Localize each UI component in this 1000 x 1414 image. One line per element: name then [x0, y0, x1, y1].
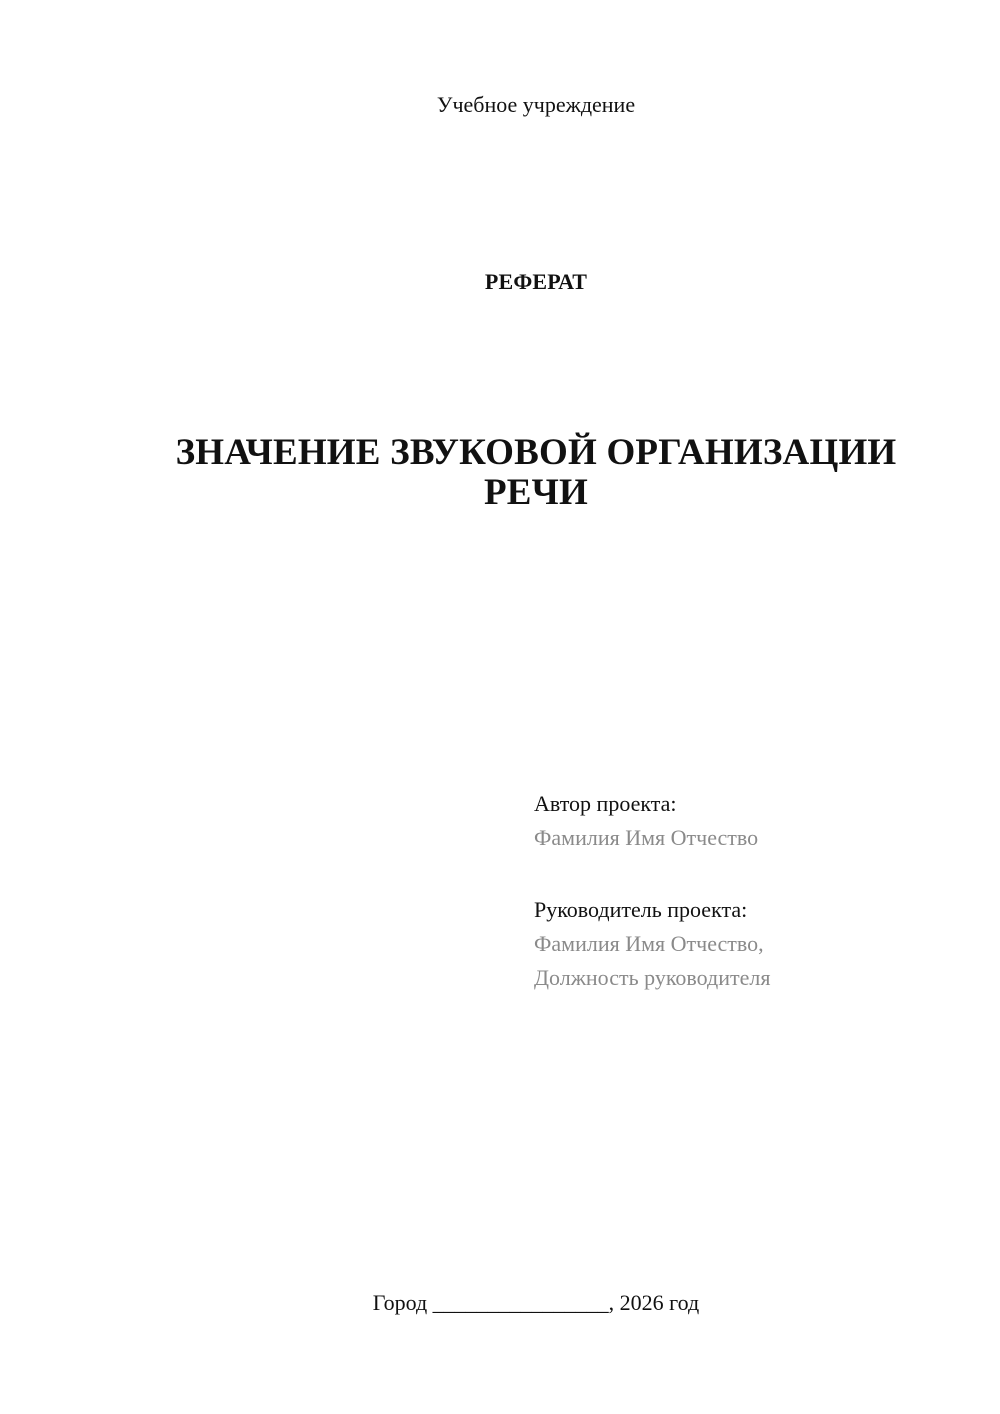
credits-spacer	[534, 855, 974, 893]
author-name: Фамилия Имя Отчество	[534, 825, 759, 850]
document-title	[120, 433, 952, 513]
title-line-2: РЕЧИ	[483, 472, 588, 513]
institution-name: Учебное учреждение	[436, 92, 636, 117]
title-line-1: ЗНАЧЕНИЕ ЗВУКОВОЙ ОРГАНИЗАЦИИ	[175, 432, 897, 473]
supervisor-name: Фамилия Имя Отчество,	[534, 931, 764, 956]
supervisor-label: Руководитель проекта:	[534, 897, 748, 922]
author-label: Автор проекта:	[534, 791, 677, 816]
document-type: РЕФЕРАТ	[484, 269, 588, 294]
supervisor-position: Должность руководителя	[534, 965, 771, 990]
credits-block	[534, 787, 974, 995]
city-year-line: Город ________________, 2026 год	[372, 1290, 700, 1315]
